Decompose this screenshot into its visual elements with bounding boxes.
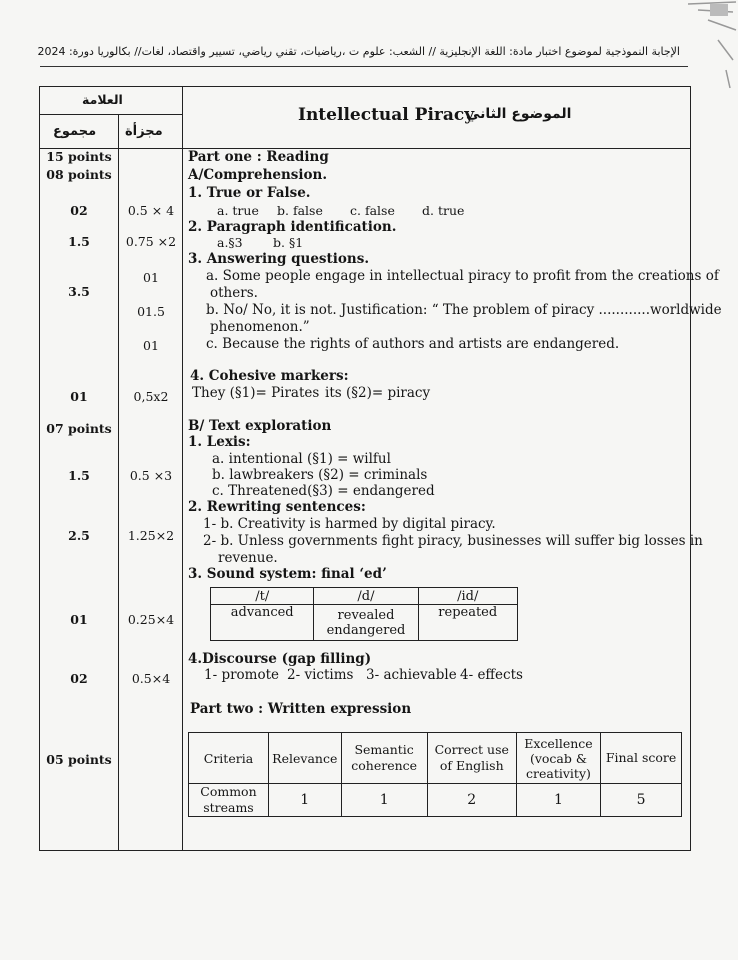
total-35: 3.5 <box>68 284 90 299</box>
partial-q2: 0.75 ×2 <box>125 234 177 249</box>
q3-answer-c: c. Because the rights of authors and artists are endangered. <box>206 336 620 352</box>
sound-cell-t: advanced <box>211 605 314 641</box>
total-02b: 02 <box>70 671 88 686</box>
q3-answer-b-line1: b. No/ No, it is not. Justification: “ The problem of piracy ............worldwide <box>206 302 722 318</box>
partial-lexis: 0.5 ×3 <box>129 468 173 483</box>
grading-partial-label: مجزأة <box>125 124 163 139</box>
q1-answer-d: d. true <box>422 203 465 218</box>
exam-header: الإجابة النموذجية لموضوع اختبار مادة: اللغة الإنجليزية // الشعب: علوم ت ،رياضيات، تقني رياضي، تسيير واقتصاد، لغات// بكالوريا دورة: 2024 <box>37 45 680 58</box>
lexis-answer-c: c. Threatened(§3) = endangered <box>212 483 435 499</box>
q2-answer-a: a.§3 <box>217 235 243 250</box>
score-row-label: Common streams <box>189 784 269 817</box>
score-relevance: 1 <box>268 784 341 817</box>
partial-q3b: 01.5 <box>137 304 165 319</box>
content-col-divider <box>182 86 183 851</box>
score-semantic: 1 <box>341 784 427 817</box>
total-01a: 01 <box>70 389 88 404</box>
q1-answer-a: a. true <box>217 203 259 218</box>
grading-title: العلامة <box>82 92 123 107</box>
total-15: 15 points <box>46 149 112 164</box>
q1-title: 1. True or False. <box>188 185 311 201</box>
written-expression-score-table <box>188 732 682 817</box>
score-header-excellence: Excellence (vocab & creativity) <box>516 733 600 784</box>
total-02a: 02 <box>70 203 88 218</box>
lexis-title: 1. Lexis: <box>188 434 251 450</box>
q1-answer-b: b. false <box>277 203 323 218</box>
text-exploration-title: B/ Text exploration <box>188 418 332 434</box>
header-row-divider <box>39 148 691 149</box>
partial-q4: 0,5x2 <box>133 389 169 404</box>
partial-sound: 0.25×4 <box>127 612 175 627</box>
comprehension-title: A/Comprehension. <box>188 167 328 183</box>
rewriting-title: 2. Rewriting sentences: <box>188 499 366 515</box>
q3-answer-a-line1: a. Some people engage in intellectual piracy to profit from the creations of <box>206 268 719 284</box>
partial-discourse: 0.5×4 <box>131 671 171 686</box>
discourse-answer-1: 1- promote <box>204 667 280 683</box>
discourse-answer-3: 3- achievable <box>366 667 457 683</box>
sound-cell-d-1: revealed <box>337 607 395 623</box>
sound-system-table <box>210 587 518 641</box>
sound-cell-d-2: endangered <box>326 622 406 638</box>
total-05: 05 points <box>46 752 112 767</box>
score-excellence: 1 <box>516 784 600 817</box>
grading-title-divider <box>39 114 183 115</box>
score-header-relevance: Relevance <box>268 733 341 784</box>
rewriting-answer-1: 1- b. Creativity is harmed by digital piracy. <box>203 516 496 532</box>
sound-system-title: 3. Sound system: final ‘ed’ <box>188 566 387 582</box>
score-header-final: Final score <box>601 733 682 784</box>
score-header-english: Correct use of English <box>427 733 516 784</box>
sound-header-d: /d/ <box>314 588 418 605</box>
q4-answer-b: its (§2)= piracy <box>325 385 431 401</box>
header-divider <box>40 66 688 67</box>
scan-corner-mark <box>678 0 738 90</box>
total-25: 2.5 <box>68 528 90 543</box>
lexis-answer-b: b. lawbreakers (§2) = criminals <box>212 467 428 483</box>
rewriting-answer-2-line2: revenue. <box>218 550 278 566</box>
score-final: 5 <box>601 784 682 817</box>
discourse-title: 4.Discourse (gap filling) <box>188 651 372 667</box>
sound-header-t: /t/ <box>211 588 314 605</box>
score-header-criteria: Criteria <box>189 733 269 784</box>
grading-col-divider <box>118 114 119 851</box>
q2-title: 2. Paragraph identification. <box>188 219 397 235</box>
total-15a: 1.5 <box>68 234 90 249</box>
q2-answer-b: b. §1 <box>273 235 304 250</box>
partial-q3c: 01 <box>143 338 159 353</box>
total-07: 07 points <box>46 421 112 436</box>
sound-cell-d <box>314 605 418 641</box>
score-english: 2 <box>427 784 516 817</box>
q3-answer-a-line2: others. <box>210 285 258 301</box>
partial-q3a: 01 <box>143 270 159 285</box>
total-01b: 01 <box>70 612 88 627</box>
discourse-answer-2: 2- victims <box>287 667 354 683</box>
q1-answer-c: c. false <box>350 203 395 218</box>
q4-title: 4. Cohesive markers: <box>190 368 349 384</box>
topic-ar-label: الموضوع الثاني <box>466 106 572 122</box>
rewriting-answer-2-line1: 2- b. Unless governments fight piracy, businesses will suffer big losses in <box>203 533 703 549</box>
total-08: 08 points <box>46 167 112 182</box>
topic-title: Intellectual Piracy <box>298 105 475 125</box>
sound-cell-id: repeated <box>418 605 518 641</box>
q3-title: 3. Answering questions. <box>188 251 370 267</box>
sound-header-id: /id/ <box>418 588 518 605</box>
q4-answer-a: They (§1)= Pirates <box>192 385 320 401</box>
discourse-answer-4: 4- effects <box>460 667 523 683</box>
q3-answer-b-line2: phenomenon.” <box>210 319 310 335</box>
grading-total-label: مجموع <box>53 124 97 139</box>
lexis-answer-a: a. intentional (§1) = wilful <box>212 451 391 467</box>
score-header-semantic: Semantic coherence <box>341 733 427 784</box>
part-two-title: Part two : Written expression <box>190 701 412 717</box>
partial-rewrite: 1.25×2 <box>127 528 175 543</box>
partial-q1: 0.5 × 4 <box>127 203 175 218</box>
part-one-title: Part one : Reading <box>188 149 329 165</box>
total-15b: 1.5 <box>68 468 90 483</box>
